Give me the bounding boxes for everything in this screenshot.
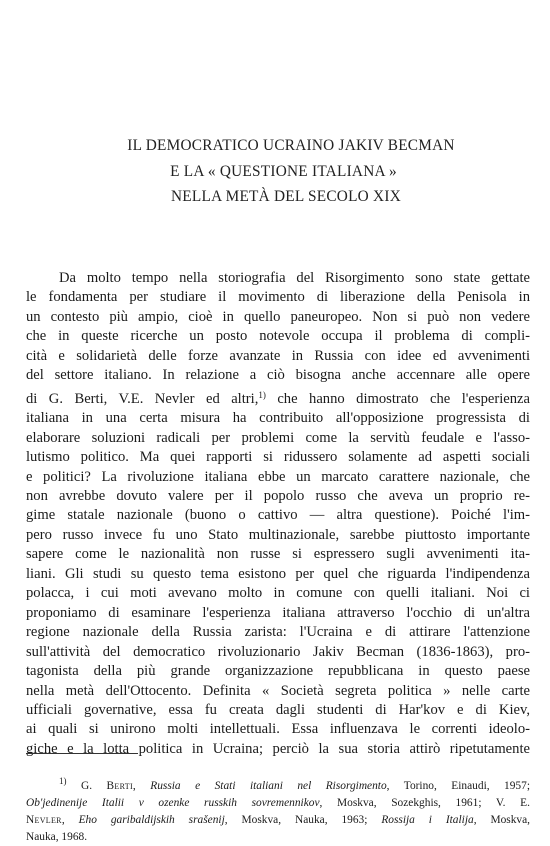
title-line-3: NELLA METÀ DEL SECOLO XIX (170, 188, 401, 205)
book-title: Eho garibaldijskih srašenij (78, 814, 225, 827)
book-title: Ob'jedinenije Italii v ozenke russkih sovremennikov (26, 797, 320, 810)
body-line: le fondamenta per studiare il movimento di liberazione della Penisola in (26, 289, 530, 306)
author-name: Nevler (26, 814, 62, 827)
body-line: sull'attività del democratico rivoluzionario Jakiv Becman (1836-1863), pro- (26, 643, 530, 660)
footnote-text: , Moskva, (473, 814, 530, 827)
body-line: tagonista della più grande organizzazione repubblicana in questo paese (26, 663, 530, 680)
body-line: italiana in una certa misura ha contribuito all'opposizione progressista di (26, 410, 530, 427)
footnote-text: , Moskva, Sozekghis, 1961; V. E. (319, 797, 530, 810)
body-line: Da molto tempo nella storiografia del Risorgimento sono state gettate (59, 270, 530, 286)
body-line: lutismo politico. Ma quei rapporti si ridussero solamente ad aspetti sociali (26, 449, 530, 466)
body-text-fragment: di G. Berti, V.E. Nevler ed altri, (26, 390, 259, 407)
body-line: un contesto più ampio, cioè in quello paneuropeo. Non si può non vedere (26, 308, 530, 325)
body-line: cità e solidarietà delle forze avanzate in Russia con idee ed avvenimenti (26, 347, 530, 364)
body-line: nella metà dell'Ottocento. Definita « Società segreta politica » nelle carte (26, 682, 530, 699)
article-title (0, 133, 550, 210)
footnote-line (26, 773, 530, 795)
body-line: ufficiali governative, essa fu creata dagli studenti di Har'kov e di Kiev, (26, 701, 530, 718)
body-line-with-footnote-ref (26, 386, 530, 409)
body-line: che in queste ricerche un posto notevole occupa il problema di compli- (26, 328, 530, 345)
body-paragraph (26, 269, 530, 759)
footnote-marker: 1) (59, 776, 67, 786)
footnote-line: Nauka, 1968. (26, 831, 88, 844)
footnote (26, 773, 530, 846)
footnote-separator (26, 753, 138, 754)
footnote-text: , Moskva, Nauka, 1963; (224, 814, 382, 827)
body-line: sapere come le nazionalità non russe si espressero sugli avvenimenti ita- (26, 546, 530, 563)
body-line: non avrebbe dovuto valere per il popolo russo che aveva un proprio re- (26, 487, 530, 504)
footnote-text: G. (80, 780, 107, 792)
book-title: Rossija i Italija (381, 814, 474, 827)
body-line: polacca, i cui moti avevano molto in comune con quelli italiani. Noi ci (26, 585, 530, 602)
footnote-reference: 1) (258, 389, 266, 400)
body-line: regione nazionale della Russia zarista: l'Ucraina e di attirare l'attenzione (26, 624, 530, 641)
body-line: liani. Gli studi su questo tema esistono per quel che riguarda l'indipendenza (26, 565, 530, 582)
footnote-text: , (61, 814, 79, 827)
body-line: pero russo invece fu uno Stato multinazionale, sarebbe piuttosto importante (26, 526, 530, 543)
body-line: proponiamo di esaminare l'esperienza italiana attraverso l'occhio di un'altra (26, 604, 530, 621)
body-text-fragment: che hanno dimostrato che l'esperienza (265, 390, 530, 407)
body-line: elaborare soluzioni radicali per problemi come la servitù feudale e l'asso- (26, 429, 530, 446)
footnote-line (26, 795, 530, 812)
title-line-1: IL DEMOCRATICO UCRAINO JAKIV BECMAN (127, 137, 455, 154)
body-line: gime statale nazionale (buono o cattivo — altra questione). Poiché l'im- (26, 507, 530, 524)
book-title: Russia e Stati italiani nel Risorgimento (150, 780, 387, 792)
author-name: Berti (106, 780, 133, 792)
body-line: del settore italiano. In relazione a ciò bisogna anche accennare alle opere (26, 367, 530, 384)
title-line-2: E LA « QUESTIONE ITALIANA » (170, 162, 397, 180)
body-line: e politici? La rivoluzione italiana ebbe un marcato carattere nazionale, che (26, 468, 530, 485)
body-line: giche e la lotta politica in Ucraina; perciò la sua storia attirò ripetutamente (26, 740, 530, 757)
footnote-text: , (132, 780, 151, 792)
body-line: ai quali si unirono molti intellettuali. Essa influenzava le correnti ideolo- (26, 721, 530, 738)
footnote-text: , Torino, Einaudi, 1957; (386, 780, 530, 792)
